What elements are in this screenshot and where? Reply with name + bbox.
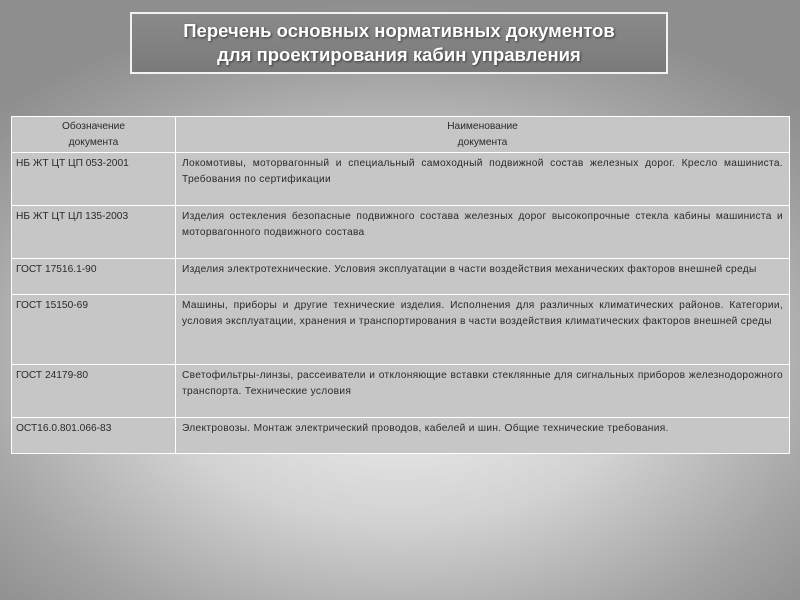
table-row xyxy=(12,153,790,206)
table-row xyxy=(12,259,790,295)
doc-name: Изделия электротехнические. Условия эксплуатации в части воздействия механических факторов внешней среды xyxy=(176,259,790,295)
doc-code: ГОСТ 24179-80 xyxy=(12,365,176,418)
table-row xyxy=(12,206,790,259)
doc-code: ГОСТ 15150-69 xyxy=(12,295,176,365)
doc-name: Машины, приборы и другие технические изделия. Исполнения для различных климатических районов. Категории, условия эксплуатации, хранения и транспортирования в части воздействия климатических факторов внешней среды xyxy=(176,295,790,365)
doc-code: НБ ЖТ ЦТ ЦП 053-2001 xyxy=(12,153,176,206)
slide-title-box xyxy=(130,12,668,74)
doc-code: ОСТ16.0.801.066-83 xyxy=(12,418,176,454)
table-row xyxy=(12,418,790,454)
header-title-line-1: Наименование xyxy=(447,121,518,132)
table-row xyxy=(12,295,790,365)
doc-name: Электровозы. Монтаж электрический проводов, кабелей и шин. Общие технические требования. xyxy=(176,418,790,454)
doc-name: Изделия остекления безопасные подвижного состава железных дорог высокопрочные стекла кабины машиниста и моторвагонного подвижного состава xyxy=(176,206,790,259)
header-designation-line-2: документа xyxy=(68,137,119,148)
header-designation xyxy=(12,117,176,153)
table-row xyxy=(12,365,790,418)
doc-name: Светофильтры-линзы, рассеиватели и отклоняющие вставки стеклянные для сигнальных приборов железнодорожного транспорта. Технические условия xyxy=(176,365,790,418)
doc-code: ГОСТ 17516.1-90 xyxy=(12,259,176,295)
header-title xyxy=(176,117,790,153)
table-header-row xyxy=(12,117,790,153)
header-title-line-2: документа xyxy=(457,137,508,148)
documents-table xyxy=(11,116,790,454)
slide-title-line-2: для проектирования кабин управления xyxy=(217,44,581,65)
slide-title-line-1: Перечень основных нормативных документов xyxy=(183,20,615,41)
doc-name: Локомотивы, моторвагонный и специальный самоходный подвижной состав железных дорог. Кресло машиниста. Требования по сертификации xyxy=(176,153,790,206)
doc-code: НБ ЖТ ЦТ ЦЛ 135-2003 xyxy=(12,206,176,259)
header-designation-line-1: Обозначение xyxy=(61,121,125,132)
